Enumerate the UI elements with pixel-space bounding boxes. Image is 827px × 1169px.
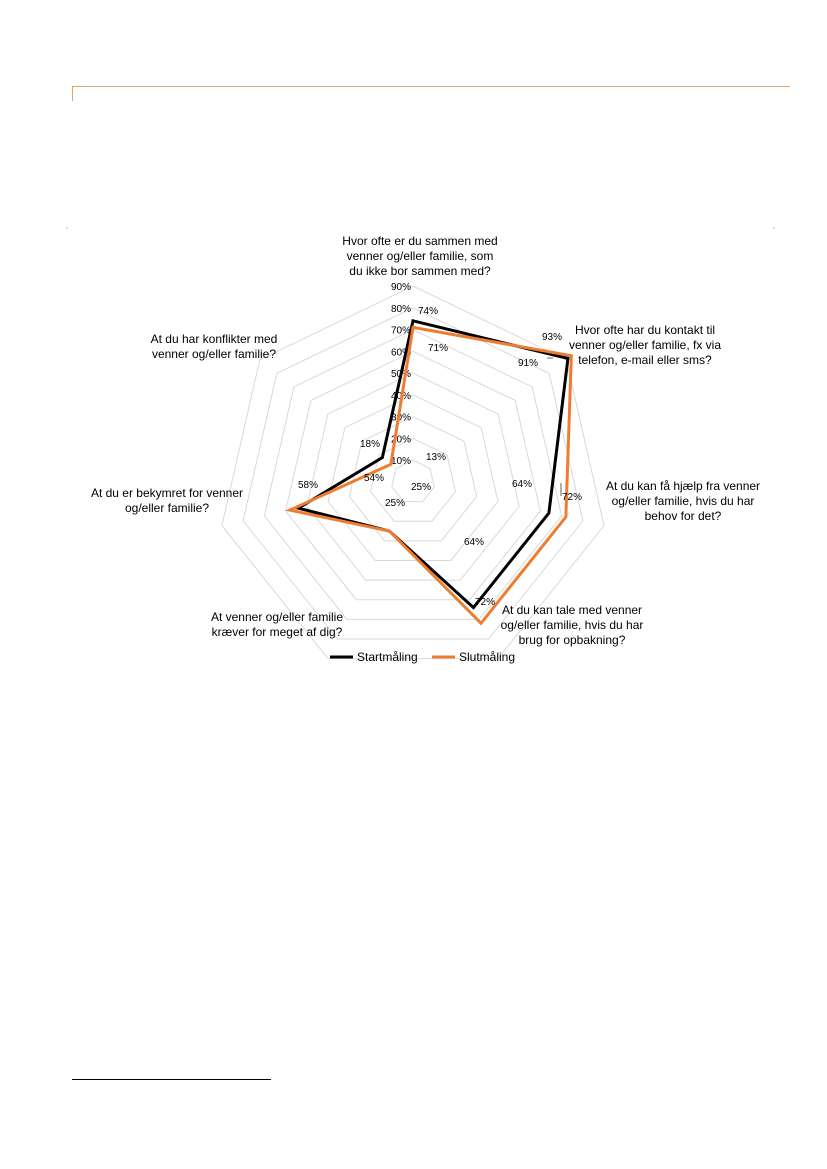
data-label: 64% (463, 537, 485, 548)
radial-tick-label: 10% (390, 456, 411, 468)
legend-label: Startmåling (357, 650, 418, 664)
data-label: 72% (474, 597, 496, 608)
data-label: 18% (359, 439, 381, 450)
axis-label-line: At du er bekymret for venner (90, 486, 244, 500)
axis-label (342, 234, 497, 278)
axis-label-line: At du har konflikter med (150, 332, 278, 346)
data-label: 64% (511, 479, 533, 490)
data-label: 74% (417, 306, 439, 317)
data-label: 71% (427, 343, 449, 354)
axis-label-line: venner og/eller familie, fx via (568, 338, 722, 352)
radial-tick-label: 50% (390, 369, 411, 381)
axis-label-line: Hvor ofte har du kontakt til (574, 323, 716, 337)
axis-label-line: At du kan få hjælp fra venner (605, 479, 761, 493)
data-label: 54% (363, 473, 385, 484)
axis-label-line: du ikke bor sammen med? (349, 264, 491, 278)
radial-tick-label: 40% (390, 390, 411, 402)
legend-label: Slutmåling (459, 650, 516, 664)
axis-label-line: telefon, e-mail eller sms? (578, 353, 712, 367)
axis-label (569, 323, 721, 367)
footnote-rule (72, 1079, 271, 1080)
radial-tick-label: 70% (390, 325, 411, 337)
axis-label (606, 479, 760, 523)
data-label: 72% (561, 492, 583, 503)
axis-label (151, 332, 278, 361)
radial-tick-label: 30% (390, 412, 411, 424)
axis-label-line: og/eller familie? (124, 501, 210, 515)
axis-label-line: Hvor ofte er du sammen med (342, 234, 498, 248)
axis-label-line: brug for opbakning? (518, 633, 626, 647)
axis-label-line: At venner og/eller familie (210, 610, 344, 624)
data-label: 91% (517, 358, 539, 369)
legend (330, 650, 515, 664)
axis-label-line: venner og/eller familie? (151, 347, 277, 361)
radial-tick-label: 60% (390, 347, 411, 359)
axis-label-line: og/eller familie, hvis du har (611, 494, 755, 508)
data-label: 25% (384, 498, 406, 509)
axis-label (211, 610, 343, 639)
radial-tick-label: 80% (390, 303, 411, 315)
radial-tick-label: 90% (390, 282, 411, 293)
axis-label-line: og/eller familie, hvis du har (500, 618, 644, 632)
series-line (290, 327, 571, 623)
grid-ring (286, 351, 541, 599)
grid-ring (307, 373, 519, 580)
data-label: 13% (425, 452, 447, 463)
axis-label-line: behov for det? (644, 509, 722, 523)
data-label: 25% (410, 482, 432, 493)
data-label: 93% (541, 332, 563, 343)
axis-label-line: venner og/eller familie, som (346, 249, 494, 263)
data-label: 58% (297, 480, 319, 491)
axis-label-line: At du kan tale med venner (501, 603, 643, 617)
axis-label-line: kræver for meget af dig? (211, 625, 343, 639)
axis-label (91, 486, 243, 515)
axis-label (501, 603, 644, 647)
radial-tick-label: 20% (390, 434, 411, 446)
